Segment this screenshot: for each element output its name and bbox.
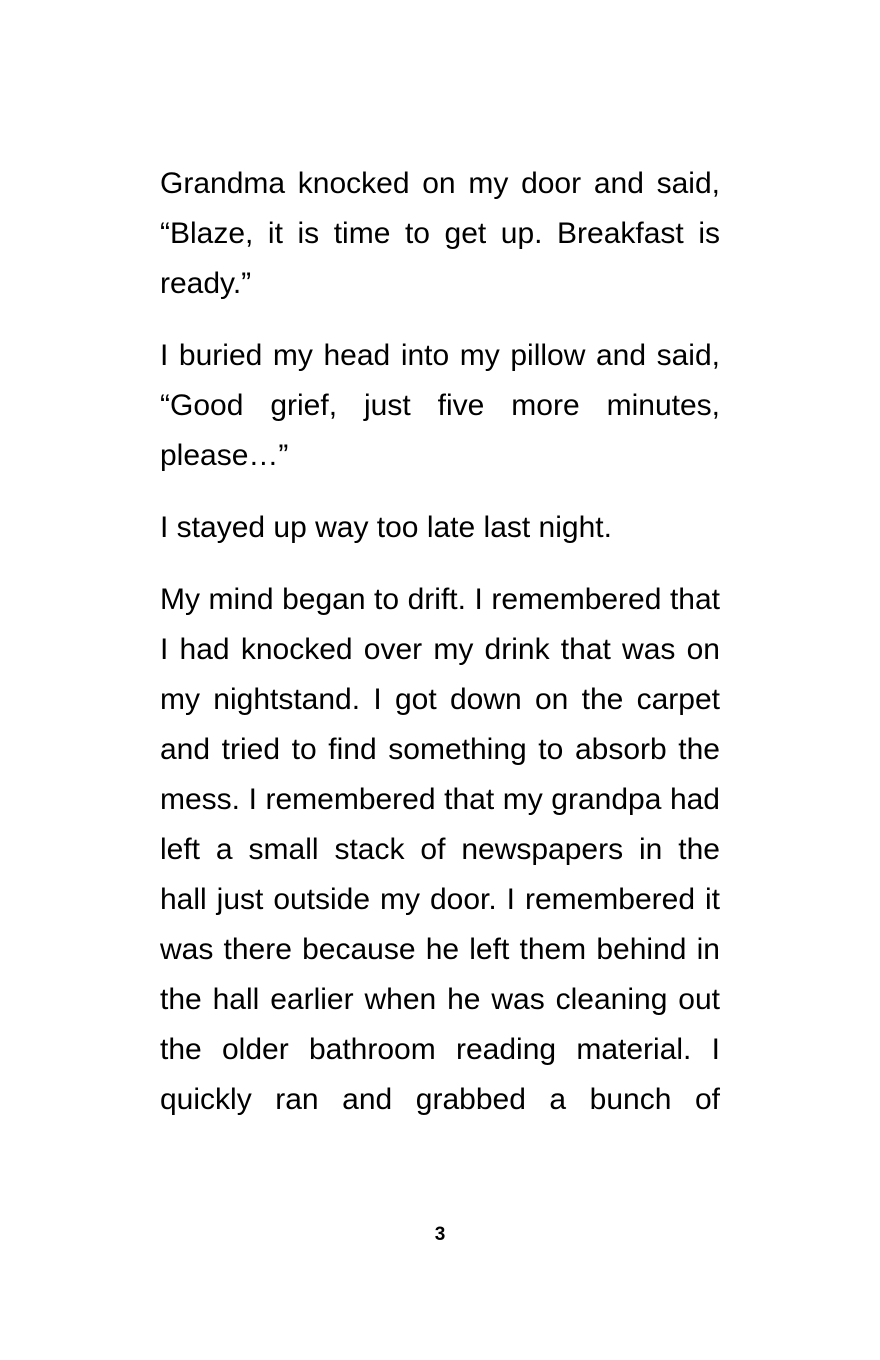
body-text: [160, 159, 720, 1147]
paragraph-1: Grandma knocked on my door and said, “Blaze, it is time to get up. Breakfast is ready.”: [160, 167, 720, 300]
page-number: 3: [434, 1224, 446, 1245]
paragraph-3: I stayed up way too late last night.: [160, 511, 612, 544]
paragraph-4: My mind began to drift. I remembered that I had knocked over my drink that was on my nightstand. I got down on the carpet and tried to find something to absorb the mess. I remembered that my grandpa had left a small stack of newspapers in the hall just outside my door. I remembered it was there because he left them behind in the hall earlier when he was cleaning out the older bathroom reading material. I quickly ran and grabbed a bunch of: [160, 583, 720, 1116]
paragraph-2: I buried my head into my pillow and said, “Good grief, just five more minutes, please…”: [160, 339, 720, 472]
